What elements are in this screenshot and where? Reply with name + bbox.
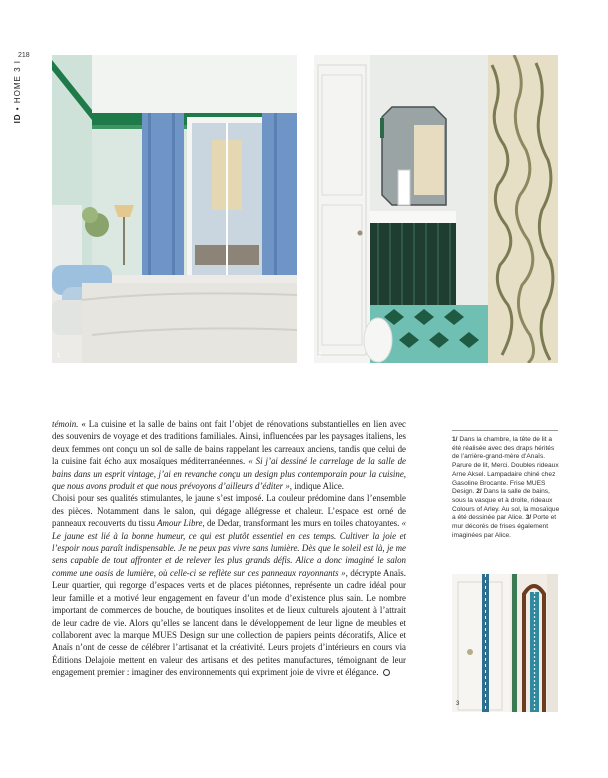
paragraph-2-text-b: , de Dedar, transformant les murs en toiles chatoyantes. <box>202 518 402 529</box>
hallway-photo <box>452 574 558 712</box>
paragraph-2-text-c: , décrypte Anaïs. Leur quartier, qui regorge d’espaces verts et de places piétonnes, représente un cadre idéal pour leur famille et a motivé leur engagement en faveur d’un mode d’existence plus sain. Le nombre important de commerces de bouche, de boutiques insolites et de lieux culturels ajoutent à l’attrait de leur cadre de vie. Alors qu’elles se lancent dans le développement de leur ligne de meubles et collaborent avec la marque MUES Design sur une collection de papiers peints décoratifs, Alice et Anaïs n’ont de cesse de célébrer l’artisanat et la créativité. Leurs projets d’intérieurs en cours via Éditions Delajoie mettent en valeur des artisans et des petites manufactures, témoignant de leur engagement premier : imaginer des environnements qui expriment joie de vivre et élégance. <box>52 567 406 678</box>
photo-captions <box>452 436 560 540</box>
paragraph-2-text-a: Choisi pour ses qualités stimulantes, le jaune s’est imposé. La couleur prédomine dans l’ensemble des pièces. Notamment dans le salon, qui dégage allégresse et chaleur. L’espace est orné de panneaux recouverts du tissu <box>52 493 406 529</box>
bathroom-photo <box>314 55 558 363</box>
bedroom-photo <box>52 55 297 363</box>
brand-label: ID <box>13 113 22 124</box>
caption-text-1: Dans la chambre, la tête de lit a été réalisée avec des draps hérités de l’arrière-grand-mère d’Anaïs. Parure de lit, Merci. Doubles rideaux Arne Aksel. Lampadaire chiné chez Gasoline Brocante. Frise MUES Design. <box>452 436 559 496</box>
hallway-illustration <box>452 574 558 712</box>
lead-word: témoin. <box>52 419 79 429</box>
caption-text-2: Dans la salle de bains, sous la vasque et à droite, rideaux Colours of Arley. Au sol, la mosaïque a été dessinée par Alice. <box>452 488 560 522</box>
paragraph-1-text-b: , indique Alice. <box>289 481 345 492</box>
paragraph-2 <box>52 492 406 678</box>
running-head <box>13 60 29 150</box>
caption-number-2: 2/ <box>476 488 482 496</box>
page-number: 218 <box>18 52 30 59</box>
end-of-article-icon <box>383 669 390 676</box>
head-tail: I <box>13 60 22 64</box>
caption-text-3: Porte et mur décorés de frises également imaginées par Alice. <box>452 514 557 539</box>
photo-number-1: 1 <box>57 353 61 359</box>
photo-number-3: 3 <box>456 701 460 707</box>
paragraph-1 <box>52 418 406 492</box>
section-label: HOME 3 <box>13 66 22 104</box>
bathroom-illustration <box>314 55 558 363</box>
anais-quote: « Le jaune est lié à la bonne humeur, ce qui est plutôt essentiel en ces temps. Cultiver la joie et l’espoir nous paraît indispensable. Je ne peux pas vivre sans lumière. Dès que le soleil est là, je me sens capable de tout affronter et de relever les plus grands défis. Alice a donc imaginé le salon comme une oasis de lumière, où celle-ci se reflète sur ces panneaux rayonnants » <box>52 518 407 578</box>
alice-quote-1: « Si j’ai dessiné le carrelage de la salle de bains dans un esprit vintage, j’ai en revanche conçu un design plus contemporain pour la cuisine, que nous avons produit et que nous prévoyons d’ailleurs d’éditer » <box>52 456 406 492</box>
caption-number-1: 1/ <box>452 436 458 443</box>
article-body <box>52 418 406 679</box>
head-separator: • <box>13 106 22 111</box>
caption-number-3: 3/ <box>525 514 532 522</box>
photo-number-2: 2 <box>318 353 322 359</box>
caption-rule <box>452 430 558 431</box>
bedroom-illustration <box>52 55 297 363</box>
fabric-name: Amour Libre <box>157 518 203 529</box>
paragraph-1-text-a: « La cuisine et la salle de bains ont fait l’objet de rénovations substantielles en lien avec des souvenirs de voyage et des traditions familiales. Ainsi, influencées par les paysages italiens, les deux femmes ont conçu un sol de salle de bains rappelant les carreaux anciens, tandis que celui de la cuisine fait écho aux mosaïques méditerranéennes. <box>52 419 406 467</box>
